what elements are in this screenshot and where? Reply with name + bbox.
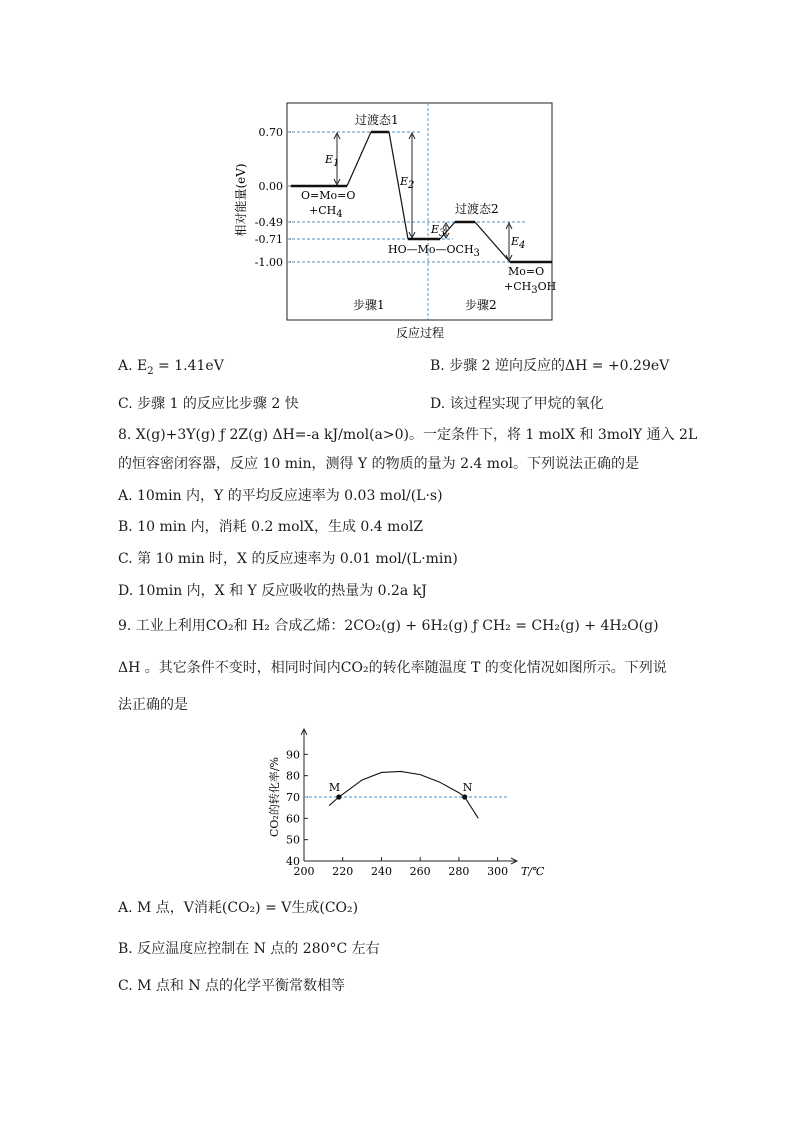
q8-stem-line2: 的恒容密闭容器，反应 10 min，测得 Y 的物质的量为 2.4 mol。下列说法正确的是 <box>118 456 639 472</box>
q8-option-c: C. 第 10 min 时，X 的反应速率为 0.01 mol/(L·min) <box>118 551 458 567</box>
chart-x-label: T/℃ <box>521 865 545 878</box>
q9-stem-line1: 9. 工业上利用CO₂和 H₂ 合成乙烯：2CO₂(g) + 6H₂(g) ƒ CH₂ = CH₂(g) + 4H₂O(g) <box>118 618 659 634</box>
ytick-marks <box>287 132 291 262</box>
conversion-curve <box>329 771 478 818</box>
species-intermediate: HO—Mo—OCH3 <box>388 243 480 259</box>
x-tick-label: 240 <box>370 865 392 878</box>
chart-y-label: CO₂的转化率/% <box>268 756 281 838</box>
species-start-line1: O=Mo=O <box>301 189 356 202</box>
point-label-n: N <box>462 781 473 794</box>
y-tick-label: 60 <box>286 812 300 826</box>
x-axis-label: 反应过程 <box>395 326 445 340</box>
q8-stem-line1: 8. X(g)+3Y(g) ƒ 2Z(g) ΔH=-a kJ/mol(a>0)。一定条件下，将 1 molX 和 3molY 通入 2L <box>118 427 698 443</box>
e2-label: E2 <box>400 175 415 191</box>
x-tick-label: 200 <box>293 865 315 878</box>
q9-stem-line2: ΔH 。其它条件不变时，相同时间内CO₂的转化率随温度 T 的变化情况如图所示。下列说 <box>118 660 667 676</box>
x-tick-label: 300 <box>487 865 509 878</box>
y-tick-label: 40 <box>286 855 300 868</box>
q9-option-c: C. M 点和 N 点的化学平衡常数相等 <box>118 978 346 994</box>
point-n <box>462 794 467 799</box>
q7-option-d: D. 该过程实现了甲烷的氧化 <box>430 396 604 412</box>
q9-option-b: B. 反应温度应控制在 N 点的 280°C 左右 <box>118 941 380 957</box>
y-axis-label: 相对能量(eV) <box>234 163 248 237</box>
species-start-line2: +CH4 <box>309 204 343 220</box>
y-tick-label: 50 <box>286 833 300 847</box>
ts2-label: 过渡态2 <box>455 202 499 216</box>
ytick-000: 0.00 <box>258 180 283 193</box>
q7-option-a: A. $E_2 = 1.41eV$ <box>118 358 224 377</box>
y-tick-label: 80 <box>286 769 300 783</box>
species-end-line1: Mo=O <box>508 265 545 278</box>
point-m <box>336 794 341 799</box>
step2-label: 步骤2 <box>465 298 497 312</box>
ytick-071: -0.71 <box>254 233 283 246</box>
x-tick-label: 260 <box>409 865 431 878</box>
e3-label: E3 <box>431 223 446 239</box>
q8-option-b: B. 10 min 内，消耗 0.2 molX，生成 0.4 molZ <box>118 519 424 535</box>
y-tick-label: 90 <box>286 748 300 762</box>
ytick-070: 0.70 <box>258 126 283 139</box>
energy-profile-figure <box>225 95 575 345</box>
conversion-chart <box>262 725 545 885</box>
point-label-m: M <box>328 781 341 794</box>
q9-option-a: A. M 点，V消耗(CO₂) = V生成(CO₂) <box>118 900 359 916</box>
x-tick-label: 220 <box>332 865 354 878</box>
ytick-049: -0.49 <box>254 216 283 229</box>
species-end-line2: +CH3OH <box>504 280 557 296</box>
q7-option-c: C. 步骤 1 的反应比步骤 2 快 <box>118 396 299 412</box>
x-tick-label: 280 <box>448 865 470 878</box>
step1-label: 步骤1 <box>353 298 385 312</box>
e4-label: E4 <box>511 235 526 251</box>
y-tick-label: 70 <box>286 791 300 804</box>
ts1-label: 过渡态1 <box>355 113 399 127</box>
q7-option-b: B. 步骤 2 逆向反应的ΔH = +0.29eV <box>430 358 670 374</box>
q8-option-a: A. 10min 内，Y 的平均反应速率为 0.03 mol/(L·s) <box>118 488 443 504</box>
q9-stem-line3: 法正确的是 <box>118 697 188 713</box>
ytick-100: -1.00 <box>254 256 283 269</box>
q8-option-d: D. 10min 内，X 和 Y 反应吸收的热量为 0.2a kJ <box>118 583 427 599</box>
e1-label: E1 <box>325 153 340 169</box>
energy-arrows <box>334 133 512 261</box>
